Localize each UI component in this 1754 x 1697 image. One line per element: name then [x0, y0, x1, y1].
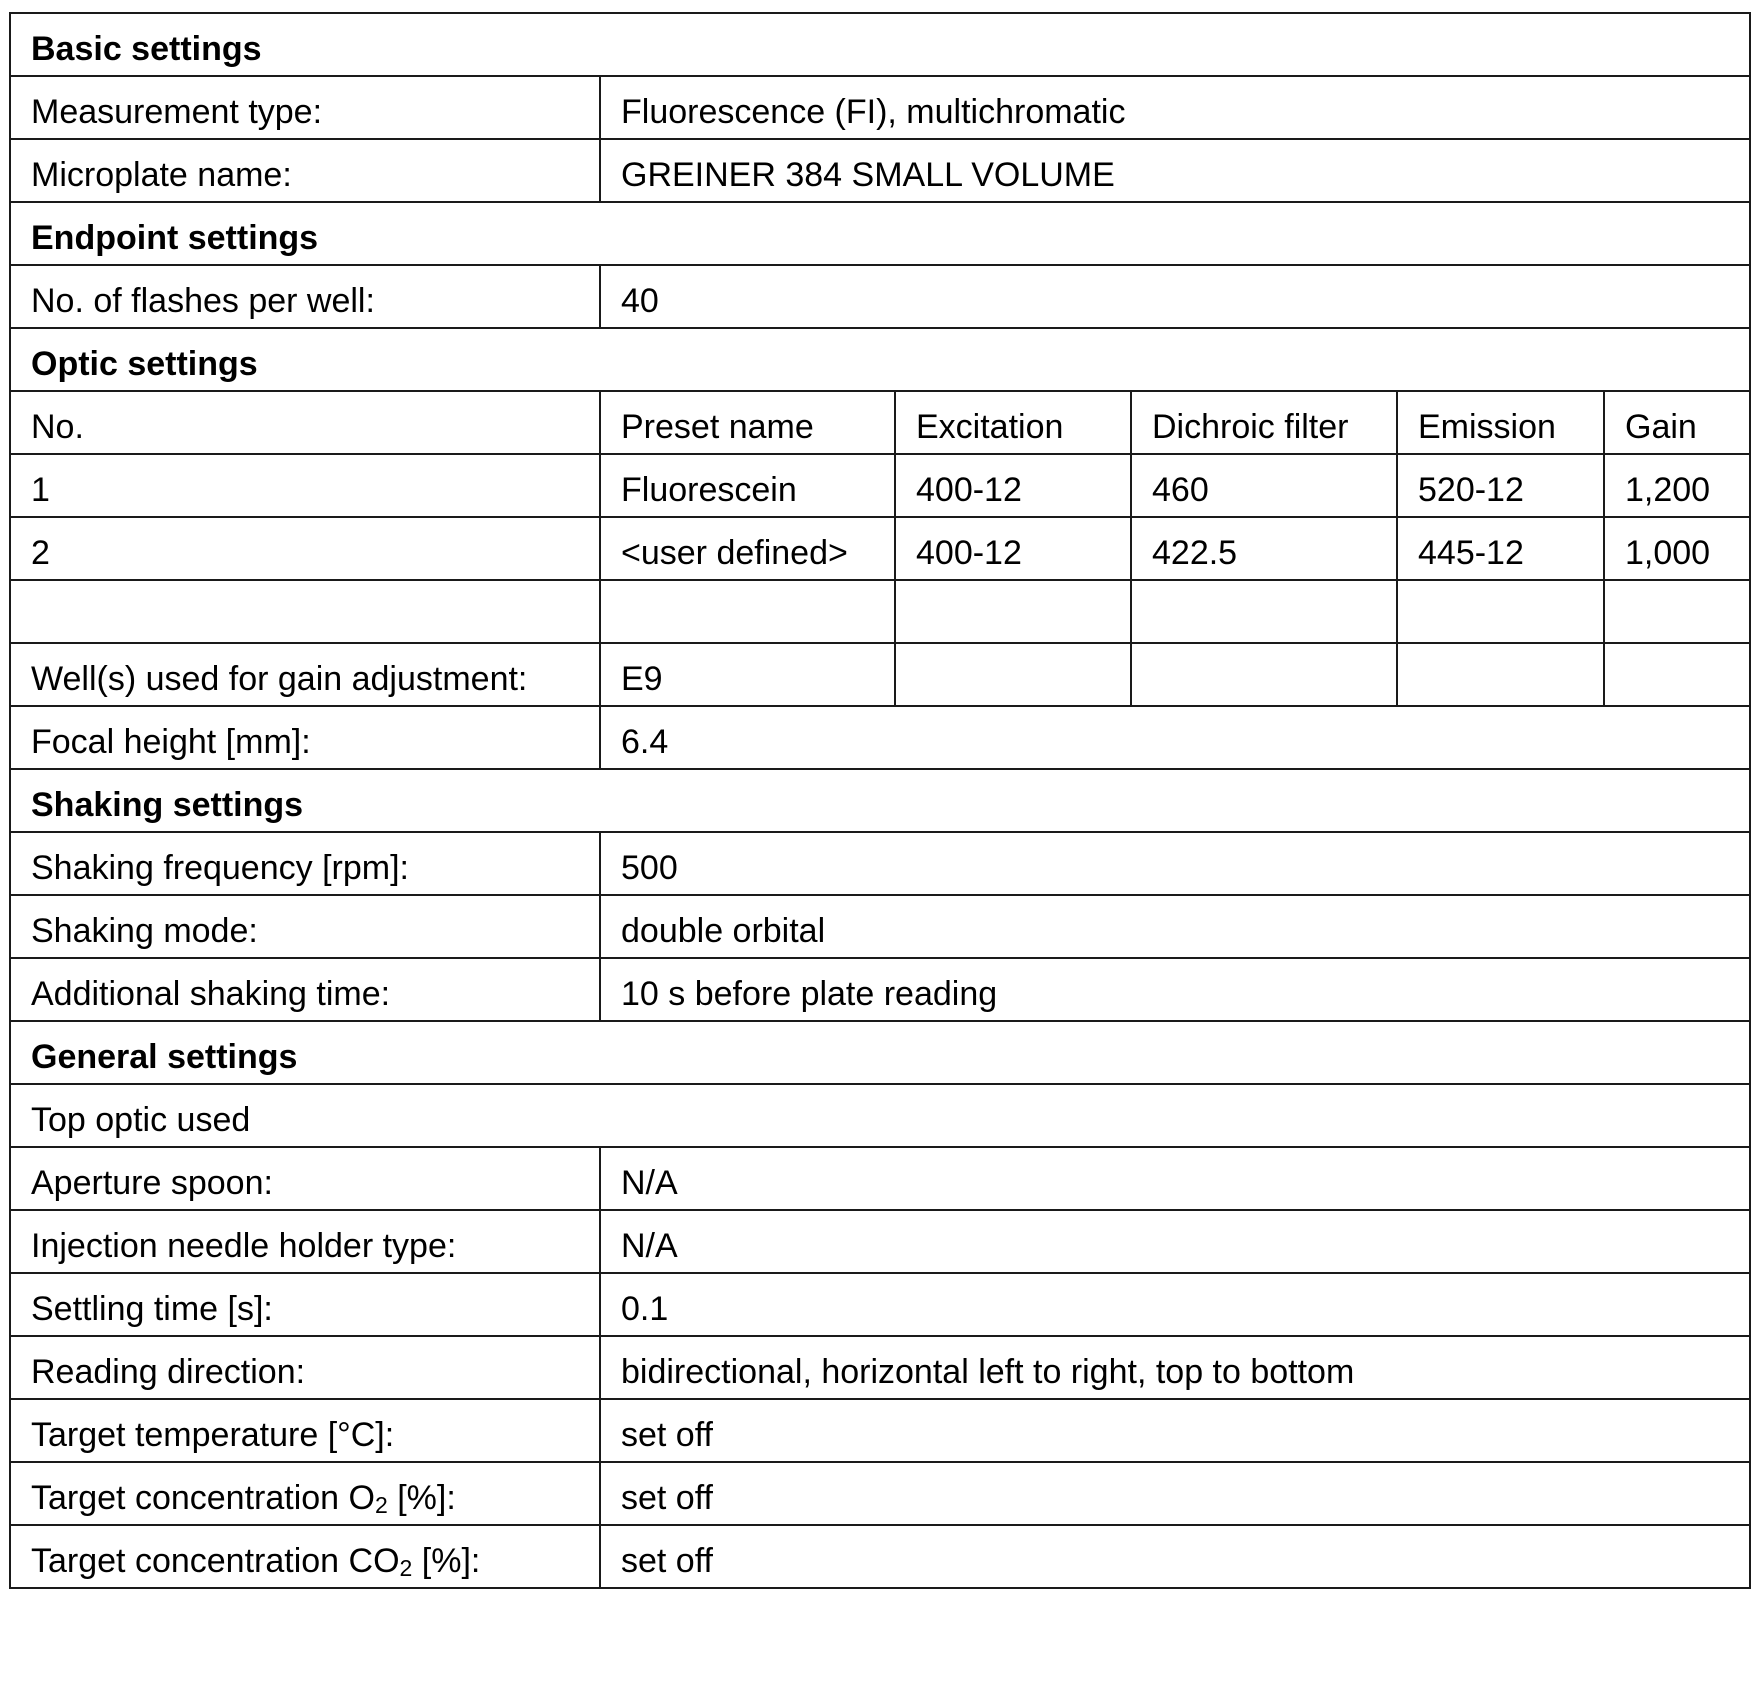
gain-wells-value: E9 [600, 643, 895, 706]
shaking-mode-label: Shaking mode: [10, 895, 600, 958]
empty-cell [1397, 643, 1604, 706]
shaking-frequency-value: 500 [600, 832, 1750, 895]
optic-row-2 [10, 517, 1750, 580]
needle-holder-value: N/A [600, 1210, 1750, 1273]
section-title-optic: Optic settings [10, 328, 1750, 391]
optic-header-preset: Preset name [600, 391, 895, 454]
optic-cell-preset: Fluorescein [600, 454, 895, 517]
target-o2-label-suffix: [%]: [387, 1479, 456, 1517]
measurement-type-value: Fluorescence (FI), multichromatic [600, 76, 1750, 139]
table-row [10, 895, 1750, 958]
optic-cell-excitation: 400-12 [895, 517, 1131, 580]
shaking-mode-value: double orbital [600, 895, 1750, 958]
additional-shaking-label: Additional shaking time: [10, 958, 600, 1021]
optic-header-no: No. [10, 391, 600, 454]
empty-cell [1397, 580, 1604, 643]
settings-document [9, 12, 1751, 1589]
settling-time-value: 0.1 [600, 1273, 1750, 1336]
optic-header-row [10, 391, 1750, 454]
table-row [10, 1210, 1750, 1273]
empty-cell [600, 580, 895, 643]
optic-cell-emission: 520-12 [1397, 454, 1604, 517]
reading-direction-value: bidirectional, horizontal left to right, top to bottom [600, 1336, 1750, 1399]
empty-cell [895, 580, 1131, 643]
target-temperature-label: Target temperature [°C]: [10, 1399, 600, 1462]
focal-height-value: 6.4 [600, 706, 1750, 769]
optic-cell-gain: 1,000 [1604, 517, 1750, 580]
shaking-frequency-label: Shaking frequency [rpm]: [10, 832, 600, 895]
microplate-name-label: Microplate name: [10, 139, 600, 202]
target-co2-label-prefix: Target concentration CO [31, 1542, 400, 1580]
optic-header-gain: Gain [1604, 391, 1750, 454]
target-o2-value: set off [600, 1462, 1750, 1525]
table-row [10, 832, 1750, 895]
settling-time-label: Settling time [s]: [10, 1273, 600, 1336]
table-row [10, 265, 1750, 328]
target-temperature-value: set off [600, 1399, 1750, 1462]
empty-cell [10, 580, 600, 643]
target-o2-label-subscript: 2 [374, 1492, 388, 1518]
section-row-general [10, 1021, 1750, 1084]
table-row [10, 1399, 1750, 1462]
empty-cell [1604, 580, 1750, 643]
optic-cell-excitation: 400-12 [895, 454, 1131, 517]
table-row [10, 706, 1750, 769]
section-title-general: General settings [10, 1021, 1750, 1084]
target-co2-label-suffix: [%]: [412, 1542, 481, 1580]
optic-row-empty [10, 580, 1750, 643]
target-co2-label [10, 1525, 600, 1588]
table-row [10, 1084, 1750, 1147]
table-row [10, 139, 1750, 202]
section-title-basic: Basic settings [10, 13, 1750, 76]
optic-cell-no: 2 [10, 517, 600, 580]
section-row-shaking [10, 769, 1750, 832]
table-row [10, 1147, 1750, 1210]
optic-row-1 [10, 454, 1750, 517]
gain-wells-label: Well(s) used for gain adjustment: [10, 643, 600, 706]
target-o2-label-prefix: Target concentration O [31, 1479, 375, 1517]
microplate-name-value: GREINER 384 SMALL VOLUME [600, 139, 1750, 202]
optic-cell-no: 1 [10, 454, 600, 517]
top-optic-note: Top optic used [10, 1084, 1750, 1147]
additional-shaking-value: 10 s before plate reading [600, 958, 1750, 1021]
aperture-label: Aperture spoon: [10, 1147, 600, 1210]
measurement-type-label: Measurement type: [10, 76, 600, 139]
needle-holder-label: Injection needle holder type: [10, 1210, 600, 1273]
target-co2-label-subscript: 2 [399, 1555, 413, 1581]
target-o2-label [10, 1462, 600, 1525]
optic-header-excitation: Excitation [895, 391, 1131, 454]
flashes-label: No. of flashes per well: [10, 265, 600, 328]
flashes-value: 40 [600, 265, 1750, 328]
empty-cell [1604, 643, 1750, 706]
table-row [10, 76, 1750, 139]
optic-cell-gain: 1,200 [1604, 454, 1750, 517]
table-row [10, 1273, 1750, 1336]
section-title-shaking: Shaking settings [10, 769, 1750, 832]
aperture-value: N/A [600, 1147, 1750, 1210]
table-row [10, 1462, 1750, 1525]
reading-direction-label: Reading direction: [10, 1336, 600, 1399]
optic-cell-preset: <user defined> [600, 517, 895, 580]
optic-cell-dichroic: 422.5 [1131, 517, 1397, 580]
table-row [10, 1525, 1750, 1588]
settings-table [9, 12, 1751, 1589]
empty-cell [1131, 643, 1397, 706]
optic-header-dichroic: Dichroic filter [1131, 391, 1397, 454]
optic-cell-emission: 445-12 [1397, 517, 1604, 580]
section-title-endpoint: Endpoint settings [10, 202, 1750, 265]
empty-cell [895, 643, 1131, 706]
section-row-optic [10, 328, 1750, 391]
empty-cell [1131, 580, 1397, 643]
target-co2-value: set off [600, 1525, 1750, 1588]
section-row-basic [10, 13, 1750, 76]
table-row [10, 643, 1750, 706]
table-row [10, 1336, 1750, 1399]
optic-cell-dichroic: 460 [1131, 454, 1397, 517]
section-row-endpoint [10, 202, 1750, 265]
table-row [10, 958, 1750, 1021]
optic-header-emission: Emission [1397, 391, 1604, 454]
focal-height-label: Focal height [mm]: [10, 706, 600, 769]
